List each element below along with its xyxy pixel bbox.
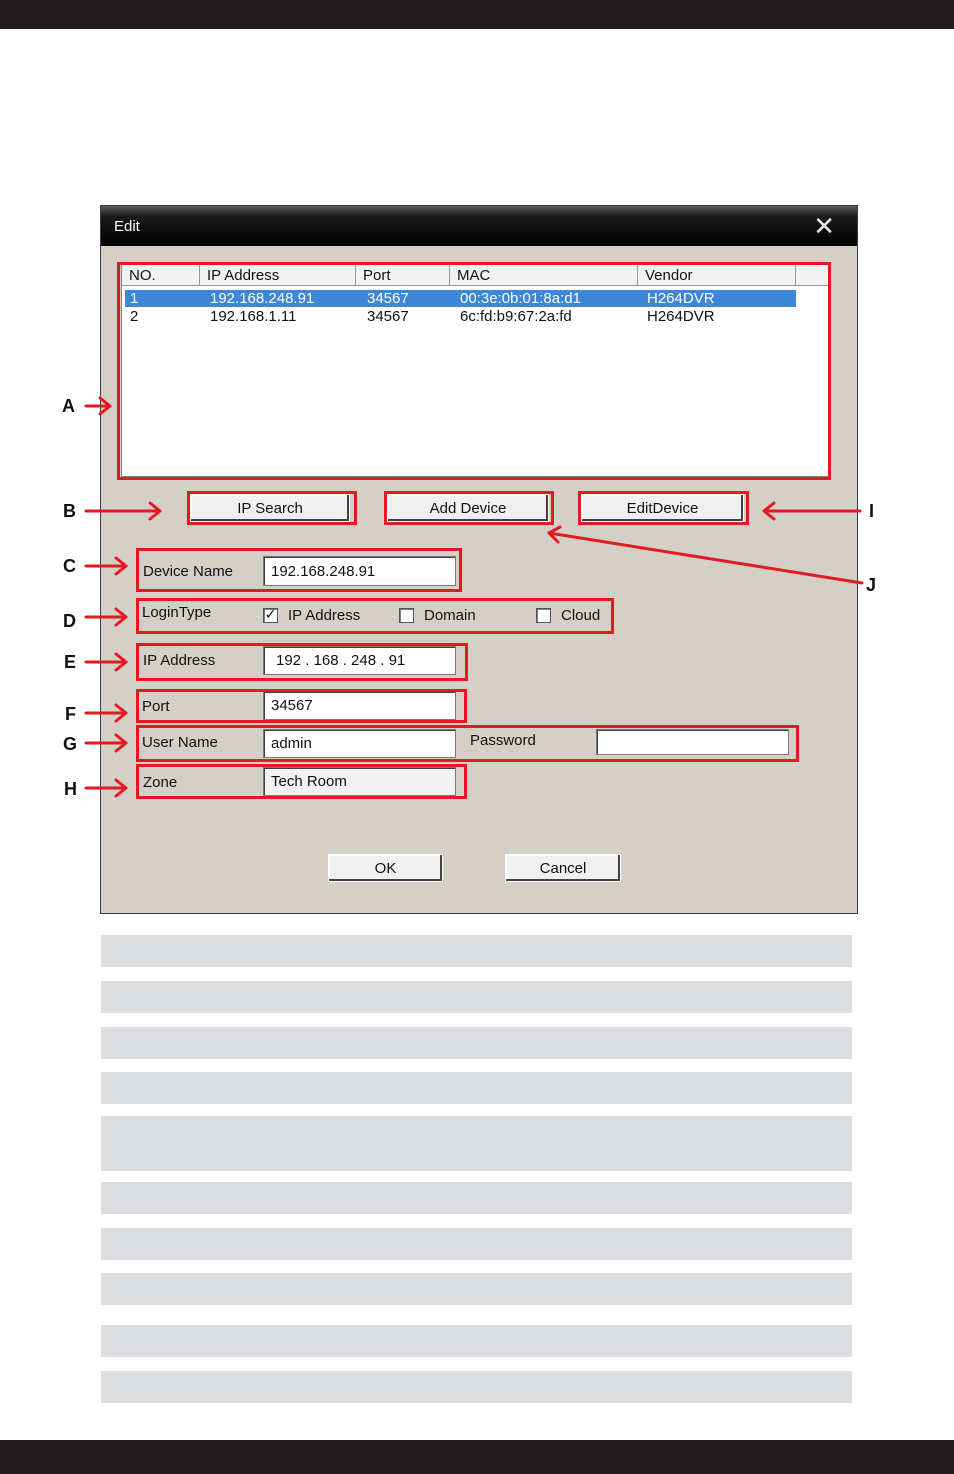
arrow-j	[549, 527, 862, 583]
login-type-label: LoginType	[142, 604, 212, 621]
column-header-port[interactable]: Port	[356, 265, 450, 286]
arrow-i	[764, 503, 860, 519]
table-row	[101, 1325, 852, 1357]
arrow-f	[86, 705, 126, 721]
ip-search-button[interactable]: IP Search	[190, 494, 350, 522]
arrow-d	[86, 609, 126, 625]
zone-label: Zone	[143, 774, 178, 791]
table-row	[101, 1116, 852, 1171]
arrow-h	[86, 780, 126, 796]
page-bottom-bar	[0, 1440, 954, 1474]
cell-port: 34567	[367, 308, 409, 325]
cell-mac: 6c:fd:b9:67:2a:fd	[460, 308, 572, 325]
cancel-button[interactable]: Cancel	[505, 854, 621, 882]
table-row	[101, 1182, 852, 1214]
edit-device-button[interactable]: EditDevice	[581, 494, 744, 522]
table-row	[101, 981, 852, 1013]
cell-ip: 192.168.248.91	[210, 290, 315, 307]
user-name-label: User Name	[142, 734, 218, 751]
cell-no: 2	[130, 308, 139, 325]
annotation-label-i: I	[869, 501, 875, 521]
table-row	[101, 1228, 852, 1260]
ip-address-label: IP Address	[143, 652, 216, 669]
cell-mac: 00:3e:0b:01:8a:d1	[460, 290, 581, 307]
device-name-label: Device Name	[143, 563, 234, 580]
cell-vendor: H264DVR	[647, 308, 715, 325]
annotation-label-g: G	[63, 734, 78, 754]
annotation-label-e: E	[64, 652, 77, 672]
dialog-title: Edit	[114, 218, 140, 235]
login-ip-label: IP Address	[288, 607, 361, 624]
arrow-c	[86, 558, 126, 574]
cell-no: 1	[130, 290, 139, 307]
arrow-b	[86, 503, 160, 519]
column-header-no[interactable]: NO.	[122, 265, 200, 286]
cell-port: 34567	[367, 290, 409, 307]
port-label: Port	[142, 698, 170, 715]
annotation-label-a: A	[62, 396, 75, 416]
annotation-label-c: C	[63, 556, 76, 576]
login-ip-checkbox[interactable]: ✓	[264, 607, 277, 623]
column-header-ip-address[interactable]: IP Address	[200, 265, 356, 286]
table-row	[101, 935, 852, 967]
login-cloud-label: Cloud	[561, 607, 601, 624]
arrow-e	[86, 654, 126, 670]
arrow-a	[86, 398, 110, 414]
cell-ip: 192.168.1.11	[210, 308, 297, 325]
table-row	[101, 1273, 852, 1305]
close-icon[interactable]: ✕	[813, 212, 835, 242]
column-header-mac[interactable]: MAC	[450, 265, 638, 286]
password-label: Password	[470, 732, 536, 749]
annotation-label-f: F	[65, 704, 76, 724]
column-header-vendor[interactable]: Vendor	[638, 265, 796, 286]
arrow-g	[86, 735, 126, 751]
annotation-label-d: D	[63, 611, 76, 631]
table-row	[101, 1371, 852, 1403]
login-domain-label: Domain	[424, 607, 476, 624]
annotation-label-j: J	[866, 575, 877, 595]
table-row	[101, 1027, 852, 1059]
annotation-label-b: B	[63, 501, 76, 521]
table-row	[101, 1072, 852, 1104]
add-device-button[interactable]: Add Device	[387, 494, 549, 522]
cell-vendor: H264DVR	[647, 290, 715, 307]
annotation-label-h: H	[64, 779, 77, 799]
ok-button[interactable]: OK	[328, 854, 443, 882]
